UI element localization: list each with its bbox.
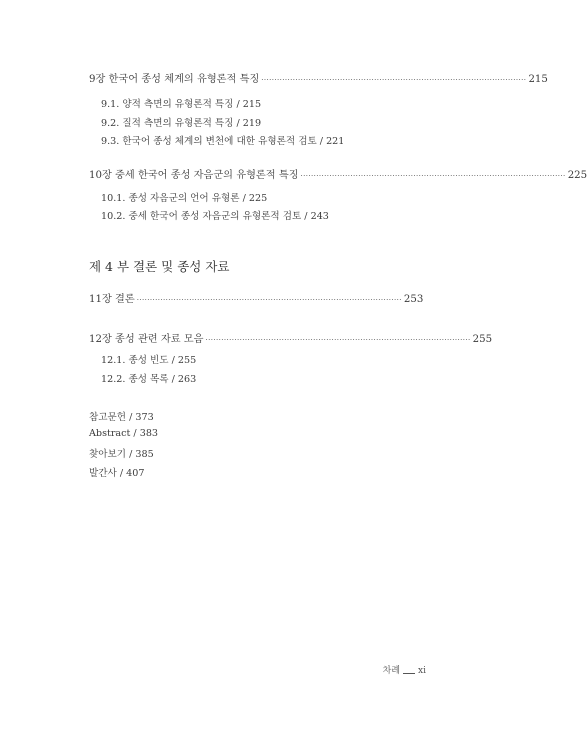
leader-dots: ····································································································· <box>205 336 471 344</box>
toc-subentry-9-1[interactable]: 9.1. 양적 측면의 유형론적 특징 / 215 <box>101 99 262 110</box>
back-matter-publication-note[interactable]: 발간사 / 407 <box>89 468 145 479</box>
toc-entry-page: 215 <box>528 74 548 85</box>
footer-divider <box>403 673 415 674</box>
toc-entry-title: 11장 결론 <box>89 294 135 305</box>
page-number: xi <box>418 666 426 676</box>
leader-dots: ····································································································· <box>300 172 566 180</box>
toc-entry-page: 255 <box>472 334 493 345</box>
toc-subentry-9-3[interactable]: 9.3. 한국어 종성 체계의 변천에 대한 유형론적 검토 / 221 <box>101 136 345 147</box>
back-matter-references[interactable]: 참고문헌 / 373 <box>89 412 154 423</box>
part-heading: 제 4 부 결론 및 종성 자료 <box>89 259 230 274</box>
toc-entry-chapter-10[interactable] <box>89 166 587 181</box>
footer-label: 차례 <box>382 666 401 676</box>
leader-dots: ····································································································· <box>136 296 402 304</box>
toc-entry-chapter-12[interactable] <box>89 330 493 345</box>
toc-subentry-10-2[interactable]: 10.2. 중세 한국어 종성 자음군의 유형론적 검토 / 243 <box>101 211 329 222</box>
toc-entry-title: 9장 한국어 종성 체계의 유형론적 특징 <box>89 74 260 85</box>
back-matter-index[interactable]: 찾아보기 / 385 <box>89 449 154 460</box>
back-matter-abstract[interactable]: Abstract / 383 <box>89 428 159 439</box>
toc-subentry-12-1[interactable]: 12.1. 종성 빈도 / 255 <box>101 355 197 366</box>
leader-dots: ····································································································· <box>261 76 527 84</box>
page-footer <box>383 663 426 676</box>
toc-entry-chapter-9[interactable] <box>89 70 548 85</box>
toc-subentry-12-2[interactable]: 12.2. 종성 목록 / 263 <box>101 374 197 385</box>
toc-entry-chapter-11[interactable] <box>89 290 424 305</box>
toc-entry-title: 10장 중세 한국어 종성 자음군의 유형론적 특징 <box>89 170 299 181</box>
toc-entry-page: 253 <box>403 294 424 305</box>
toc-subentry-9-2[interactable]: 9.2. 질적 측면의 유형론적 특징 / 219 <box>101 118 262 129</box>
toc-entry-page: 225 <box>567 170 587 181</box>
toc-subentry-10-1[interactable]: 10.1. 종성 자음군의 언어 유형론 / 225 <box>101 193 268 204</box>
toc-entry-title: 12장 종성 관련 자료 모음 <box>89 334 204 345</box>
